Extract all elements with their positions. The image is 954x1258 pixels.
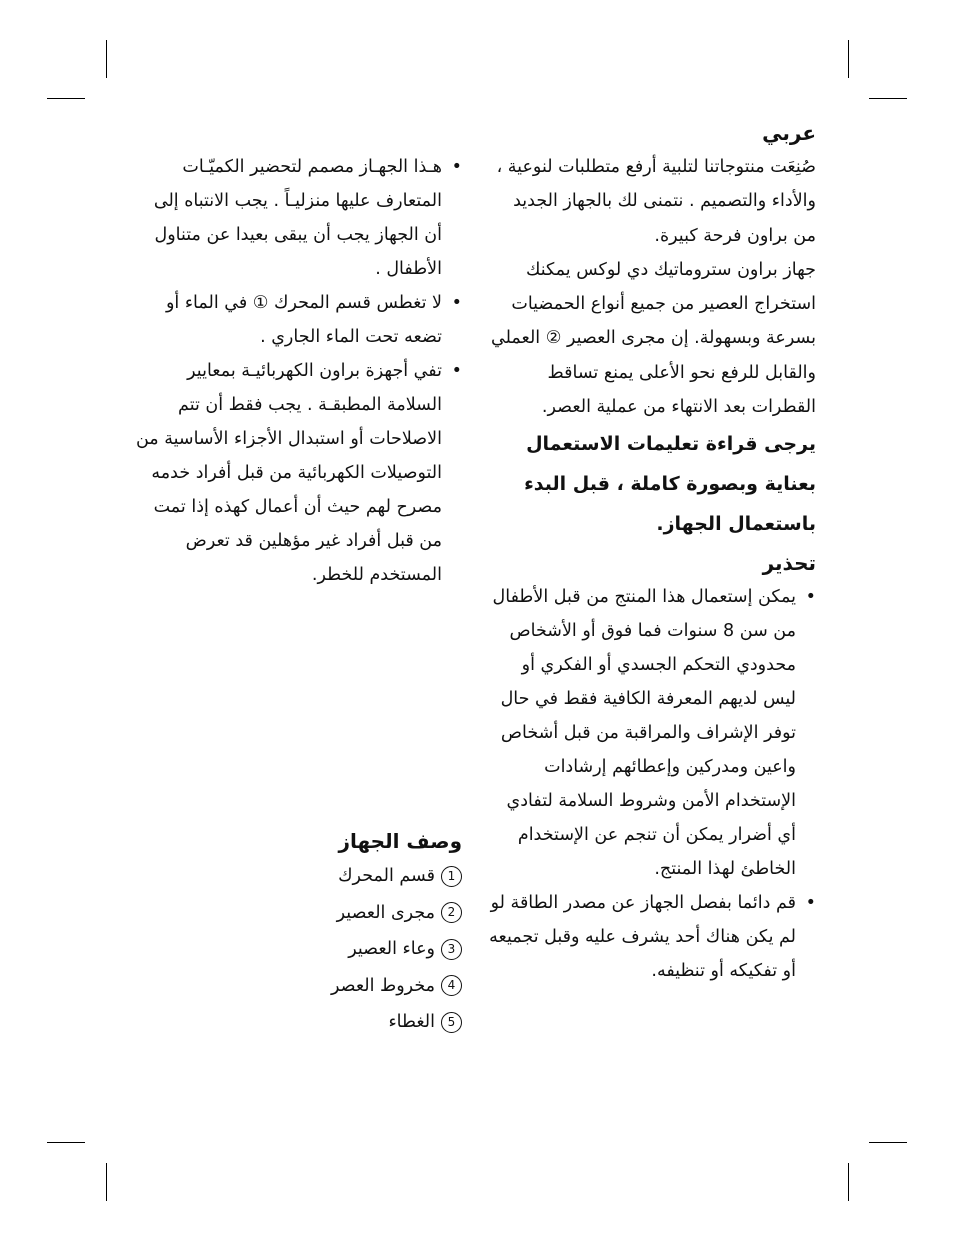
parts-list xyxy=(132,858,462,1041)
warning-item: • يمكن إستعمال هذا المنتج من قبل الأطفال من سن 8 سنوات فما فوق أو الأشخاص محدودي التحكم الجسدي أو الفكري أو ليس لديهم المعرفة الكافية فقط في حال توفر الإشراف والمراقبة من قبل أشخاص واعين ومدركين وإعطائهم إرشادات الإستخدام الأمن وشروط السلامة لتفادي أي أضرار يمكن أن تنجم عن الإستخدام الخاطئ لهذا المنتج. xyxy=(492,587,816,880)
warning-list-continued xyxy=(132,150,462,592)
part-item: 1قسم المحرك xyxy=(132,858,462,895)
number-badge: 3 xyxy=(441,939,462,960)
part-item: 3وعاء العصير xyxy=(132,931,462,968)
number-badge: 2 xyxy=(441,902,462,923)
description-title: وصف الجهاز xyxy=(338,829,462,853)
warning-list xyxy=(486,580,816,988)
intro-paragraph: صُنِعَت منتوجاتنا لتلبية أرفع متطلبات لنوعية ، والأداء والتصميم . نتمنى لك بالجهاز الجديد من براون فرحة كبيرة. xyxy=(496,157,816,246)
number-badge: 1 xyxy=(441,866,462,887)
number-badge: 5 xyxy=(441,1012,462,1033)
part-item: 5الغطاء xyxy=(132,1004,462,1041)
warning-item: • تفي أجهزة براون الكهربائيـة بمعايير السلامة المطبقـة . يجب فقط أن تتم الاصلاحات أو استبدال الأجزاء الأساسية من التوصيلات الكهربائية من قبل أفراد خدمه مصرح لهم حيث أن أعمال كهذه إذا تمت من قبل أفراد غير مؤهلين قد تعرض المستخدم للخطر. xyxy=(135,361,462,585)
left-column xyxy=(132,150,462,592)
warning-title: تحذير xyxy=(762,551,816,576)
crop-mark xyxy=(848,1163,849,1201)
warning-item: • لا تغطس قسم المحرك ① في الماء أو تضعه تحت الماء الجاري . xyxy=(165,293,462,347)
number-badge: 4 xyxy=(441,975,462,996)
crop-mark xyxy=(106,40,107,78)
warning-item: • هـذا الجهـاز مصمم لتحضير الكميّـات المتعارف عليها منزليـاً . يجب الانتباه إلى أن الجهاز يجب أن يبقى بعيدا عن متناول الأطفال . xyxy=(153,157,462,279)
product-paragraph: جهاز براون ستروماتيك دي لوكس يمكنك استخراج العصير من جميع أنواع الحمضيات بسرعة وبسهولة. إن مجرى العصير ② العملي والقابل للرفع نحو الأعلى يمنع تساقط القطرات بعد الانتهاء من عملية العصر. xyxy=(491,259,816,418)
crop-mark xyxy=(106,1163,107,1201)
read-instructions-note: يرجى قراءة تعليمات الاستعمال بعناية وبصورة كاملة ، قبل البدء باستعمال الجهاز. xyxy=(524,433,816,536)
crop-mark xyxy=(47,98,85,99)
warning-item: • قم دائما بفصل الجهاز عن مصدر الطاقة لو لم يكن هناك أحد يشرف عليه وقبل تجميعه أو تفكيكه أو تنظيفه. xyxy=(489,893,816,982)
right-column xyxy=(486,116,816,988)
description-section xyxy=(132,824,462,1041)
crop-mark xyxy=(848,40,849,78)
crop-mark xyxy=(869,1142,907,1143)
crop-mark xyxy=(47,1142,85,1143)
part-item: 2مجرى العصير xyxy=(132,895,462,932)
part-item: 4مخروط العصر xyxy=(132,968,462,1005)
crop-mark xyxy=(869,98,907,99)
section-title-arabic: عربي xyxy=(762,121,816,145)
